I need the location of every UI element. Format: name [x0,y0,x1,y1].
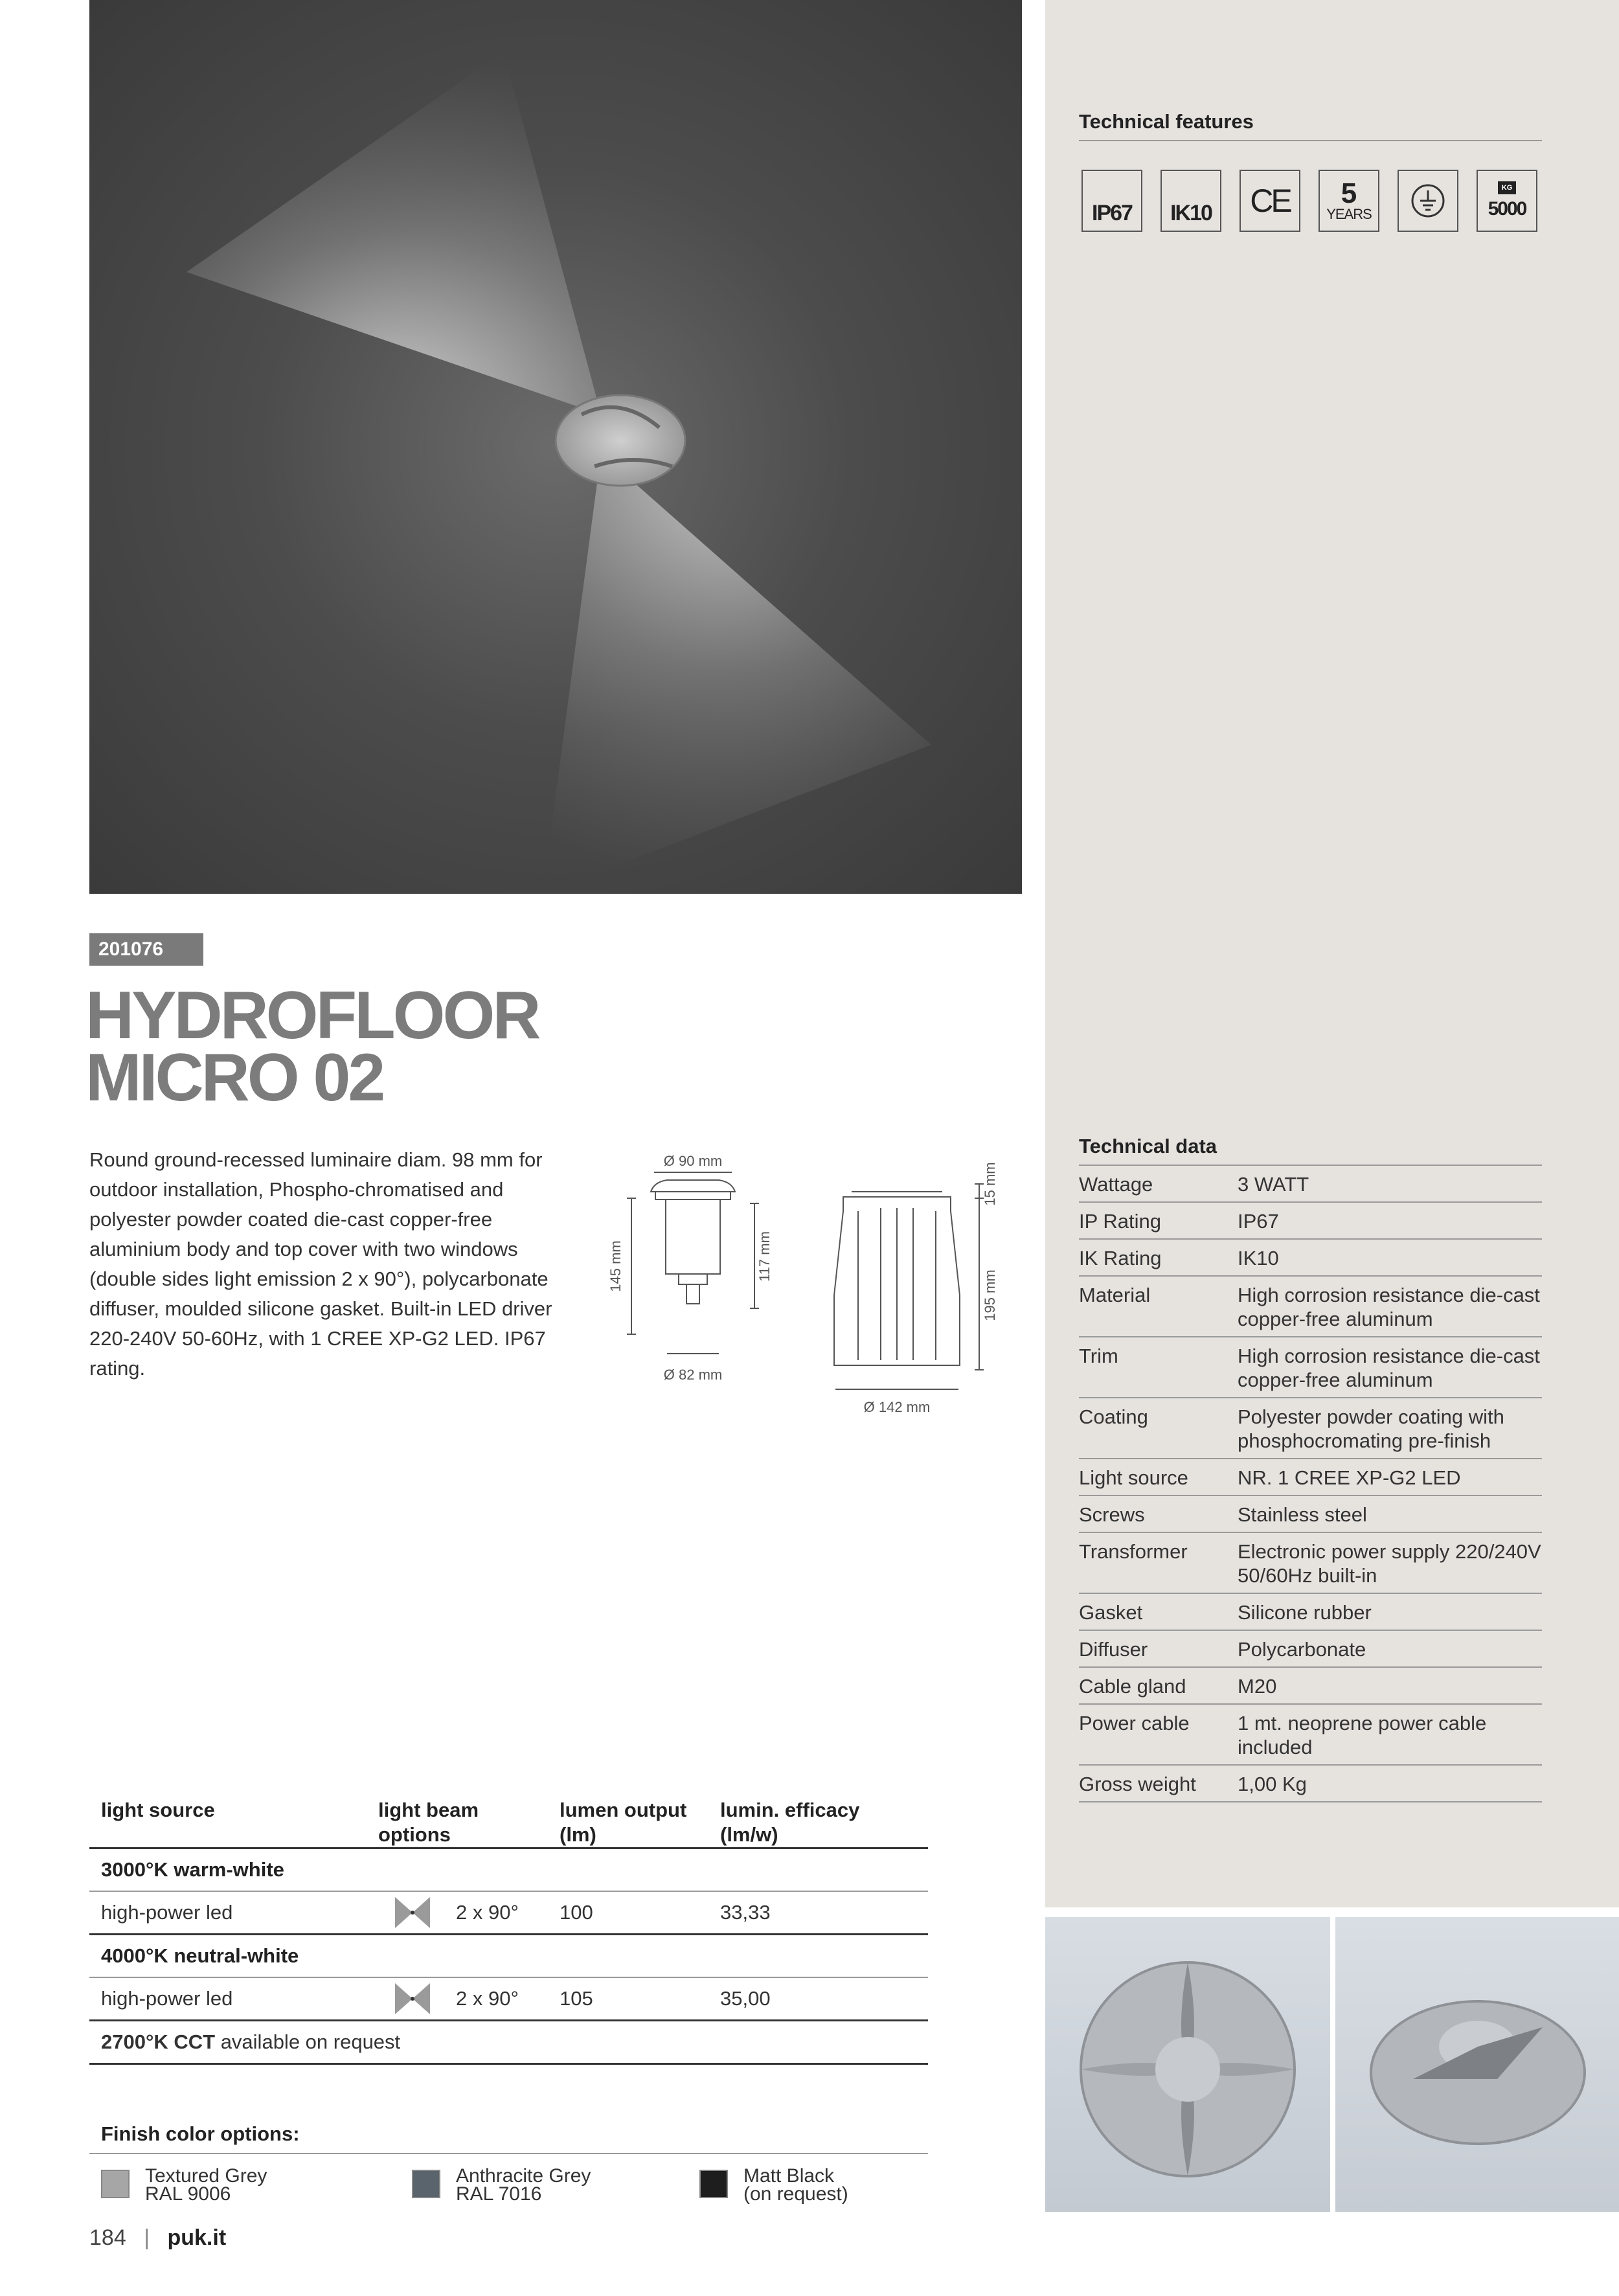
hero-photo [89,0,1022,894]
cct-bold: 2700°K CCT [101,2030,216,2053]
light-source-table [89,1794,928,2065]
techdata-key: Coating [1079,1405,1148,1428]
techdata-key: IP Rating [1079,1210,1161,1233]
techdata-value: IP67 [1238,1210,1279,1233]
row-lumen: 100 [560,1901,593,1924]
dim-height-total-label: 145 mm [607,1240,624,1292]
techdata-value: NR. 1 CREE XP-G2 LED [1238,1466,1461,1489]
techdata-key: Screws [1079,1503,1145,1526]
row-beam: 2 x 90° [456,1987,519,2010]
ik10-label: IK10 [1170,200,1212,225]
product-code-badge: 201076 [89,933,203,966]
finish-option-textured-grey [145,2167,267,2203]
cct-note [101,2021,400,2063]
product-description: Round ground-recessed luminaire diam. 98 mm for outdoor installation, Phospho-chromatised and polyester powder coated die-cast copper-free aluminium body and top cover with two windows (double sides light emission 2 x 90°), polycarbonate diffuser, moulded silicone gasket. Built-in LED driver 220-240V 50-60Hz, with 1 CREE XP-G2 LED. IP67 rating. [89,1148,552,1380]
product-photo-side-view [1335,1917,1619,2212]
row-source: high-power led [101,1901,233,1924]
techdata-table [1079,1166,1542,1802]
swatch-anthracite-grey [412,2170,440,2198]
techdata-key: Light source [1079,1466,1188,1489]
swatch-textured-grey [101,2170,130,2198]
weight-value: 5000 [1488,198,1526,220]
techdata-row [1079,1705,1542,1766]
header-efficacy: lumin. efficacy (lm/w) [720,1799,860,1846]
dim-box-diam-label: Ø 142 mm [863,1399,931,1415]
earth-ground-icon [1398,170,1458,232]
finish-title: Finish color options: [101,2122,300,2145]
page-footer [89,2225,226,2251]
ip67-label: IP67 [1092,200,1132,225]
footer-separator: | [144,2225,150,2250]
row-efficacy: 35,00 [720,1987,771,2010]
product-title-line2: MICRO 02 [85,1040,383,1115]
finish-option-name: Textured Grey [145,2165,267,2187]
neutral-white-label: 4000°K neutral-white [101,1944,299,1967]
techdata-value: Polyester powder coating with phosphocromating pre-finish [1238,1405,1504,1452]
product-photo-top-view [1045,1917,1330,2212]
techdata-key: Gross weight [1079,1773,1196,1795]
warranty-number: 5 [1341,177,1357,209]
finish-option-name: Anthracite Grey [456,2165,591,2187]
techdata-key: Trim [1079,1345,1118,1367]
dim-bottom-label: Ø 82 mm [663,1367,723,1383]
dim-height-body-label: 117 mm [756,1231,773,1282]
techdata-value: Stainless steel [1238,1503,1367,1526]
techdata-value: Silicone rubber [1238,1601,1372,1624]
techdata-value: Electronic power supply 220/240V 50/60Hz built-in [1238,1540,1541,1587]
page-number: 184 [89,2225,126,2250]
ik10-icon [1160,170,1221,232]
dim-top-label: Ø 90 mm [663,1153,723,1169]
techdata-row [1079,1240,1542,1277]
row-lumen: 105 [560,1987,593,2010]
techdata-value: 3 WATT [1238,1173,1309,1196]
techdata-key: Material [1079,1284,1151,1306]
techdata-row [1079,1533,1542,1594]
product-title-line1: HYDROFLOOR [85,978,539,1053]
finish-option-matt-black [743,2167,848,2203]
finish-option-anthracite-grey [456,2167,591,2203]
cct-note-row [89,2021,928,2065]
techdata-value: Polycarbonate [1238,1638,1366,1661]
cct-rest: available on request [215,2030,401,2053]
features-divider [1079,140,1542,141]
neutral-white-group [89,1935,928,1978]
techdata-row [1079,1594,1542,1631]
techdata-key: IK Rating [1079,1247,1162,1269]
swatch-matt-black [699,2170,728,2198]
warranty-icon [1319,170,1379,232]
techdata-value: 1 mt. neoprene power cable included [1238,1712,1487,1758]
table-row [89,1978,928,2021]
warm-white-group [89,1849,928,1892]
techdata-title: Technical data [1079,1135,1217,1157]
techdata-row [1079,1766,1542,1802]
techdata-key: Transformer [1079,1540,1188,1563]
techdata-row [1079,1277,1542,1337]
finish-option-name: Matt Black [743,2165,835,2187]
drawing-svg [602,1146,1004,1431]
footer-site[interactable]: puk.it [167,2225,227,2250]
techdata-value: High corrosion resistance die-cast copper-free aluminum [1238,1284,1540,1330]
techdata-key: Diffuser [1079,1638,1148,1661]
ip67-icon [1081,170,1142,232]
earth-ground-symbol [1410,183,1446,219]
hero-light-beams [89,0,1022,894]
ce-mark-icon [1240,170,1300,232]
light-source-table-header [89,1794,928,1849]
ce-label: CE [1250,183,1290,219]
techdata-row [1079,1203,1542,1240]
features-title: Technical features [1079,110,1254,133]
techdata-key: Power cable [1079,1712,1190,1734]
row-beam: 2 x 90° [456,1901,519,1924]
techdata-key: Cable gland [1079,1675,1186,1698]
techdata-row [1079,1337,1542,1398]
techdata-key: Wattage [1079,1173,1153,1196]
header-light-source: light source [101,1799,215,1821]
weight-kg-badge: KG [1498,181,1517,194]
finish-option-code: RAL 7016 [456,2183,542,2205]
table-row [89,1892,928,1935]
techdata-row [1079,1398,1542,1459]
finish-option-code: RAL 9006 [145,2183,231,2205]
techdata-row [1079,1459,1542,1496]
warm-white-label: 3000°K warm-white [101,1858,284,1881]
techdata-row [1079,1631,1542,1668]
techdata-value: 1,00 Kg [1238,1773,1307,1795]
weight-icon [1477,170,1537,232]
row-source: high-power led [101,1987,233,2010]
finish-divider [89,2153,928,2154]
techdata-value: High corrosion resistance die-cast copper-free aluminum [1238,1345,1540,1391]
techdata-value: M20 [1238,1675,1277,1698]
techdata-row [1079,1166,1542,1203]
product-title [85,978,539,1115]
header-lumen: lumen output (lm) [560,1799,687,1846]
techdata-row [1079,1668,1542,1705]
techdata-row [1079,1496,1542,1533]
finish-option-code: (on request) [743,2183,848,2205]
technical-drawing [602,1146,1004,1431]
techdata-value: IK10 [1238,1247,1279,1269]
techdata-key: Gasket [1079,1601,1143,1624]
header-beam: light beam options [378,1799,479,1846]
warranty-years-label: YEARS [1326,206,1372,222]
row-efficacy: 33,33 [720,1901,771,1924]
dim-box-height-label: 195 mm [982,1269,998,1321]
dim-box-top-label: 15 mm [982,1162,998,1206]
